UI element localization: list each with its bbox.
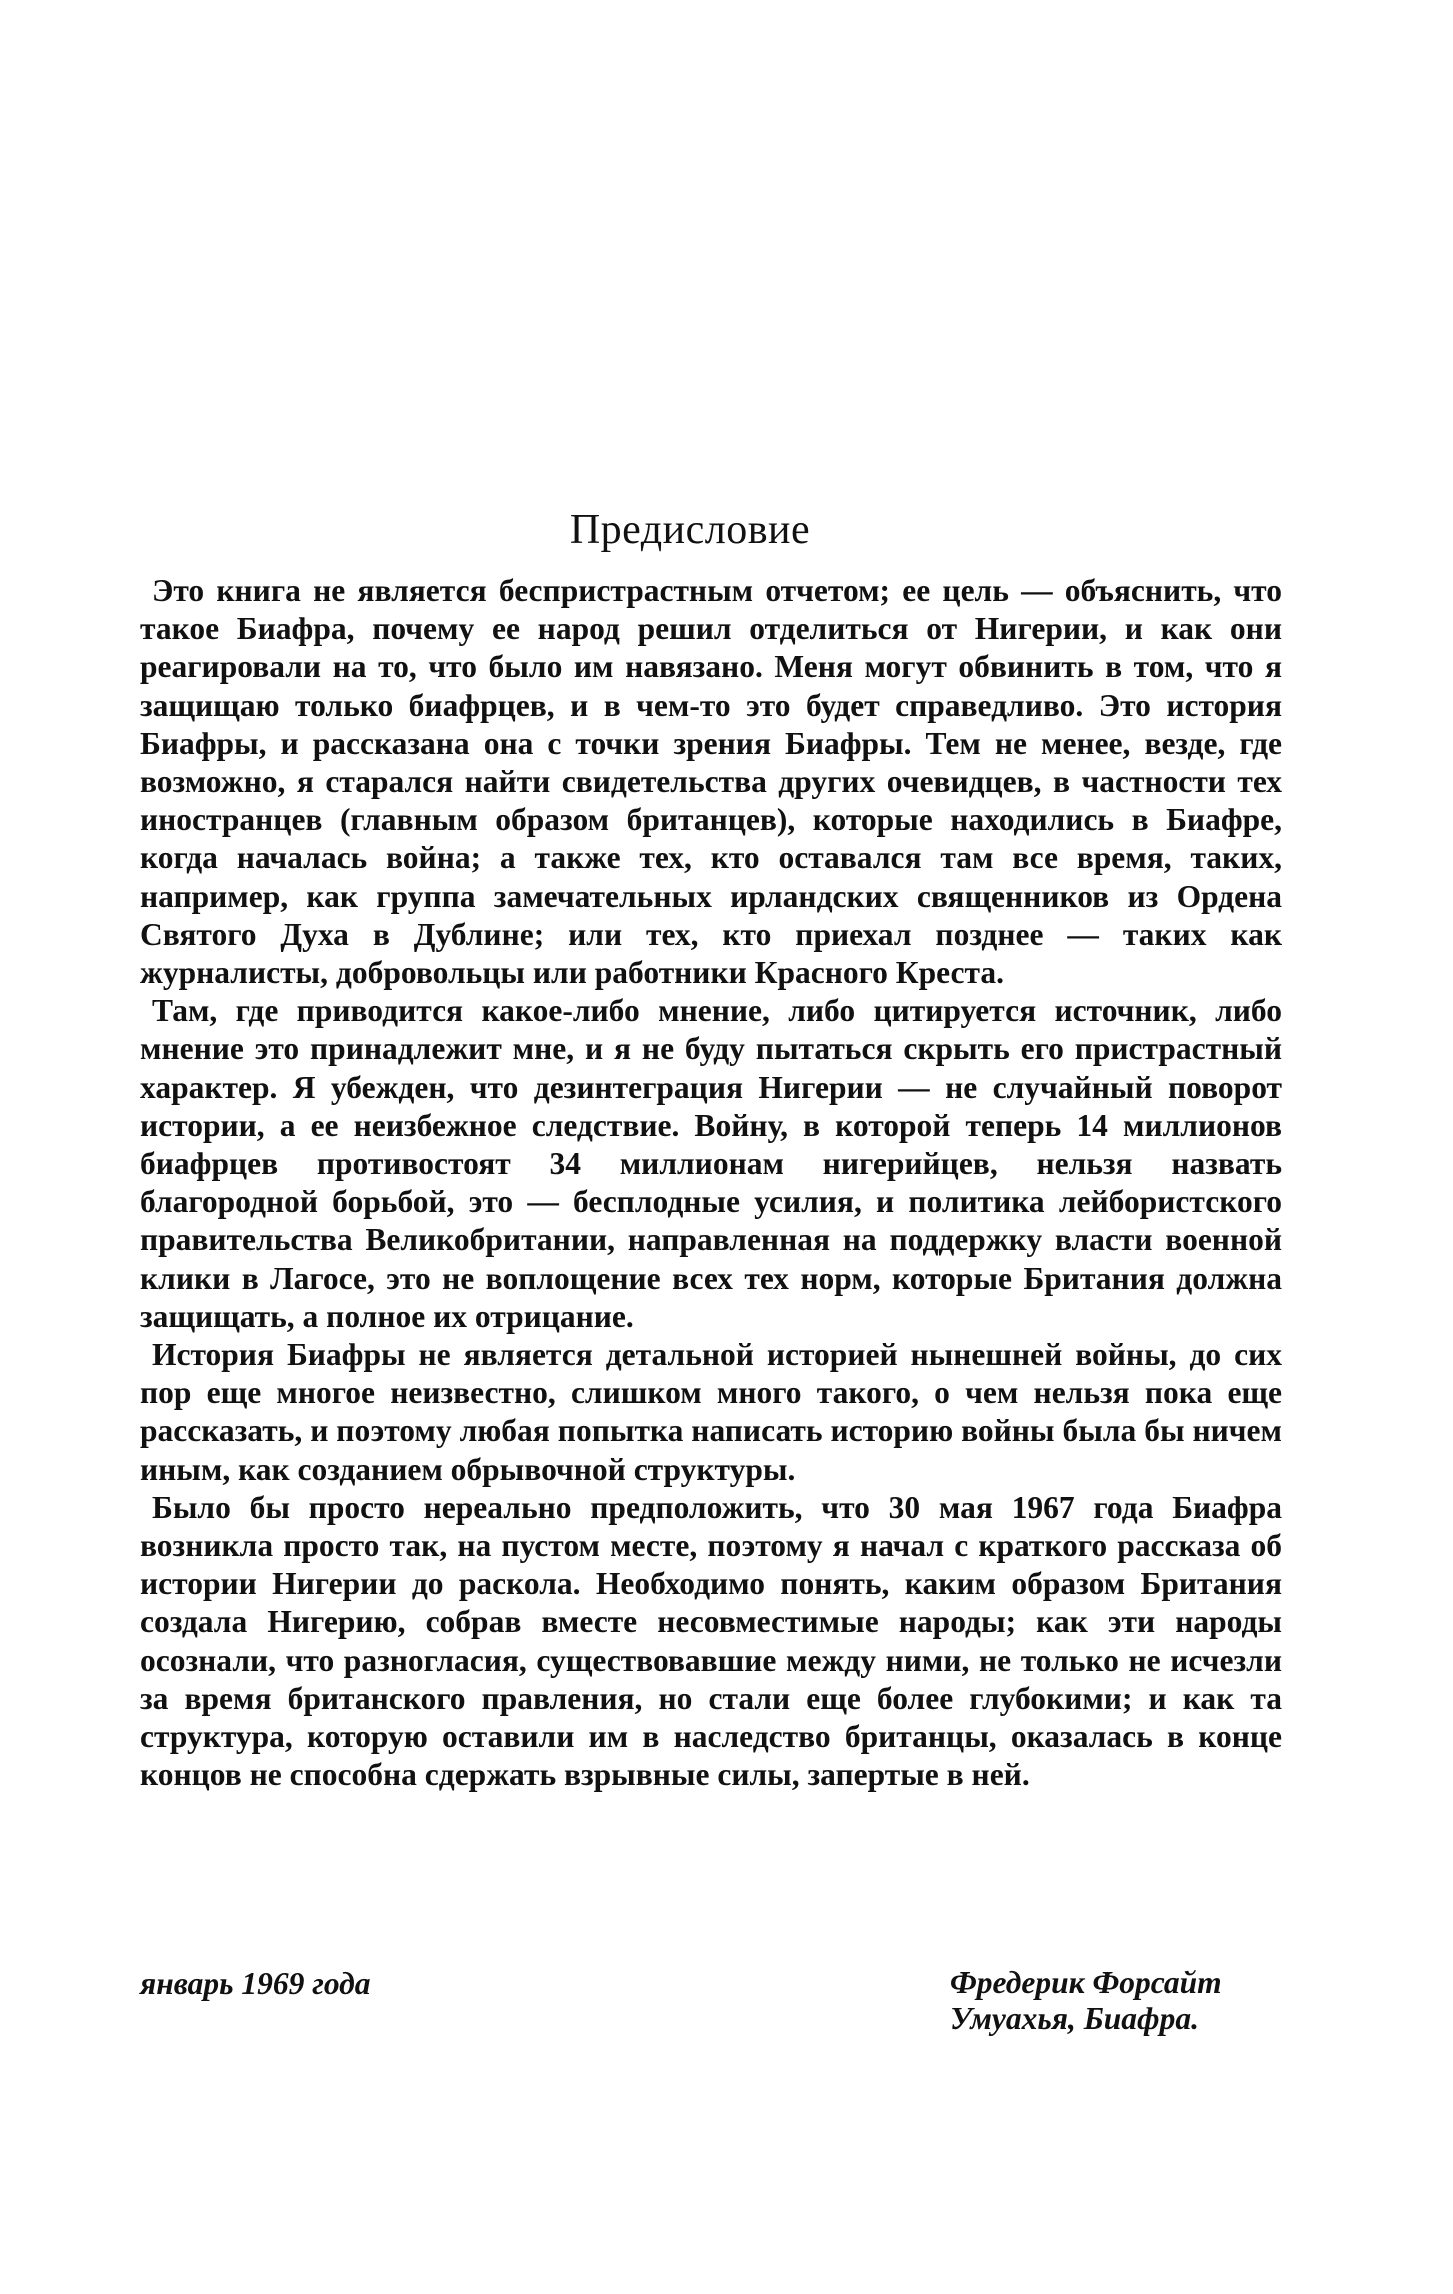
signature-place: Умуахья, Биафра. — [950, 2001, 1199, 2036]
paragraph-2: Там, где приводится какое-либо мнение, либо цитируется источник, либо мнение это принадлежит мне, и я не буду пытаться скрыть его пристрастный характер. Я убежден, что дезинтеграция Нигерии — не случайный поворот истории, а ее неизбежное следствие. Войну, в которой теперь 14 миллионов биафрцев противостоят 34 миллионам нигерийцев, нельзя назвать благородной борьбой, это — бесплодные усилия, и политика лейбористского правительства Великобритании, направленная на поддержку власти военной клики в Лагосе, это не воплощение всех тех норм, которые Британия должна защищать, а полное их отрицание. — [140, 993, 1282, 1334]
preface-body — [140, 572, 1282, 1795]
paragraph-1: Это книга не является беспристрастным отчетом; ее цель — объяснить, что такое Биафра, почему ее народ решил отделиться от Нигерии, и как они реагировали на то, что было им навязано. Меня могут обвинить в том, что я защищаю только биафрцев, и в чем-то это будет справедливо. Это история Биафры, и рассказана она с точки зрения Биафры. Тем не менее, везде, где возможно, я старался найти свидетельства других очевидцев, в частности тех иностранцев (главным образом британцев), которые находились в Биафре, когда началась война; а также тех, кто оставался там все время, таких, например, как группа замечательных ирландских священников из Ордена Святого Духа в Дублине; или тех, кто приехал позднее — таких как журналисты, добровольцы или работники Красного Креста. — [140, 573, 1282, 991]
signature-author: Фредерик Форсайт — [950, 1965, 1222, 2000]
signature-date: январь 1969 года — [140, 1966, 371, 2001]
paragraph-4: Было бы просто нереально предположить, что 30 мая 1967 года Биафра возникла просто так, на пустом месте, поэтому я начал с краткого рассказа об истории Нигерии до раскола. Необходимо понять, каким образом Британия создала Нигерию, собрав вместе несовместимые народы; как эти народы осознали, что разногласия, существовавшие между ними, не только не исчезли за время британского правления, но стали еще более глубокими; и как та структура, которую оставили им в наследство британцы, оказалась в конце концов не способна сдержать взрывные силы, запертые в ней. — [140, 1489, 1282, 1793]
paragraph-3: История Биафры не является детальной историей нынешней войны, до сих пор еще многое неизвестно, слишком много такого, о чем нельзя пока еще рассказать, и поэтому любая попытка написать историю войны была бы ничем иным, как созданием обрывочной структуры. — [140, 1337, 1282, 1487]
page-title: Предисловие — [569, 507, 811, 554]
signature-block — [950, 1965, 1280, 2037]
